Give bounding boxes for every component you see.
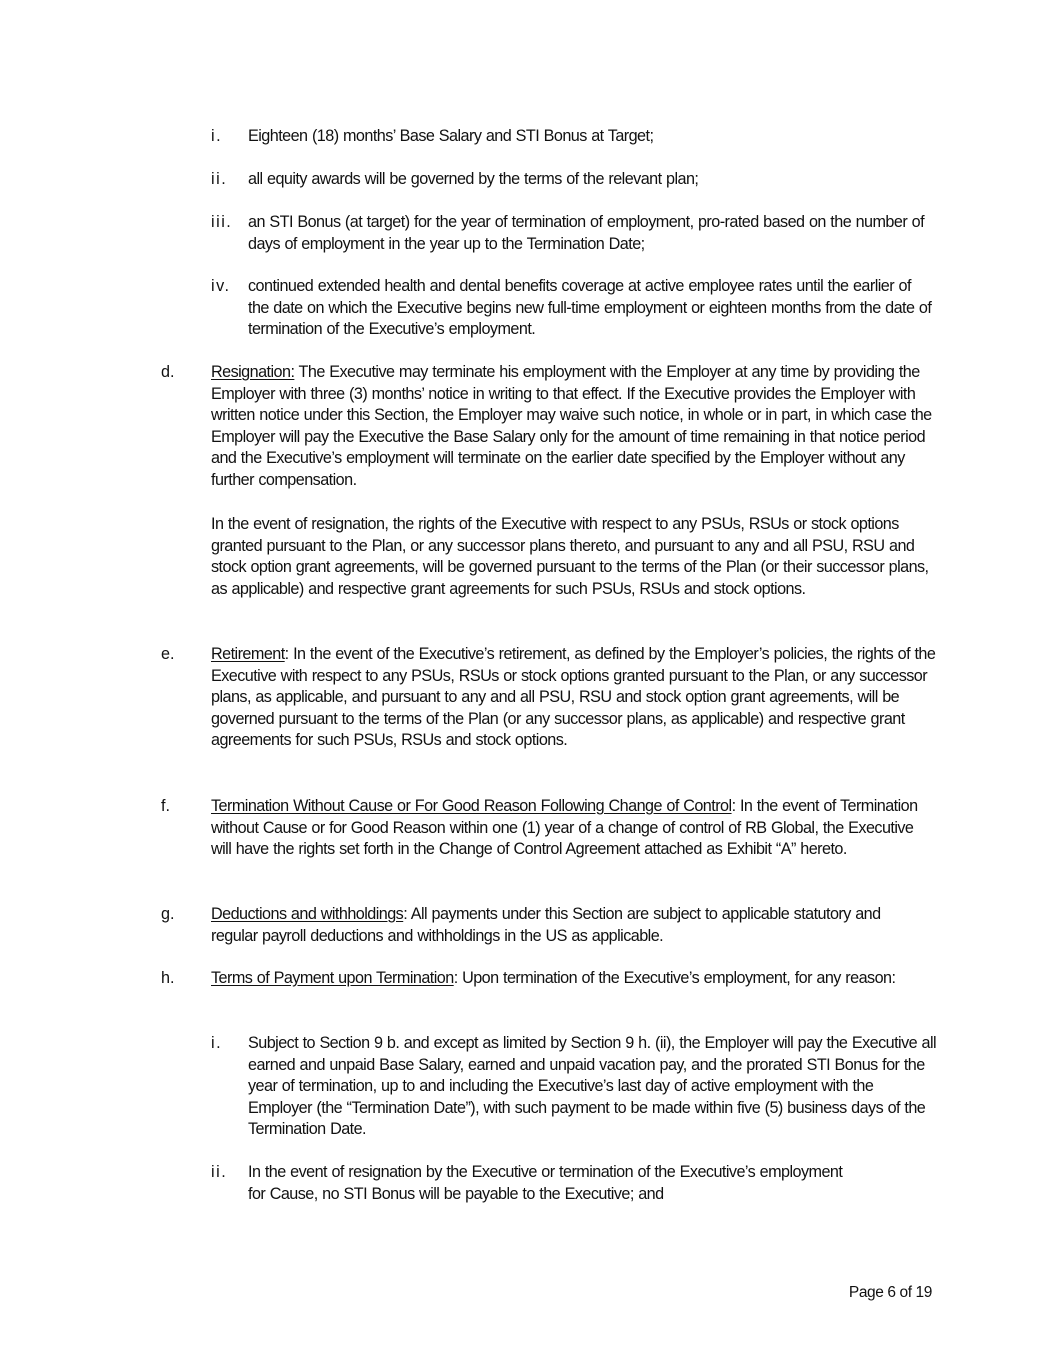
item-number: iii. [211,213,233,231]
section-paragraph [211,904,891,947]
section-letter: h. [161,969,175,987]
section-letter: e. [161,645,175,663]
item-number: i. [211,127,223,145]
item-number: ii. [211,1163,228,1181]
list-item-text: In the event of resignation by the Executive or termination of the Executive’s employment for Cause, no STI Bonus will be payable to the Executive; and [248,1163,843,1203]
section-paragraph [211,644,936,752]
section-letter: f. [161,797,170,815]
section-body: The Executive may terminate his employment with the Employer at any time by providing the Employer with three (3) months’ notice in writing to that effect. If the Executive provides the Employer with written notice under this Section, the Employer may waive such notice, in whole or in part, in which case the Employer will pay the Executive the Base Salary only for the amount of time remaining in that notice period and the Executive’s employment will terminate on the earlier date specified by the Employer without any further compensation. [211,363,932,489]
section-paragraph [211,362,936,492]
section-heading: Resignation: [211,363,295,381]
section-paragraph [211,796,936,861]
section-body: : All payments under this Section are subject to applicable statutory and regular payroll deductions and withholdings in the US as applicable. [211,905,881,945]
section-heading: Deductions and withholdings [211,905,404,923]
section-paragraph [211,968,936,990]
item-number: iv. [211,277,231,295]
section-heading: Termination Without Cause or For Good Reason Following Change of Control [211,797,732,815]
list-item-text: Eighteen (18) months’ Base Salary and STI Bonus at Target; [248,127,654,145]
section-body: : In the event of the Executive’s retirement, as defined by the Employer’s policies, the rights of the Executive with respect to any PSUs, RSUs or stock options granted pursuant to the Plan, or any successor plans, as applicable, and pursuant to any and all PSU, RSU and stock option grant agreements, will be governed pursuant to the terms of the Plan (or any successor plans, as applicable) and respective grant agreements for such PSUs, RSUs and stock options. [211,645,936,750]
list-item-text: continued extended health and dental benefits coverage at active employee rates until the earlier of the date on which the Executive begins new full-time employment or eighteen months from the date of termination of the Executive’s employment. [248,277,932,339]
item-number: i. [211,1034,223,1052]
section-heading: Retirement [211,645,285,663]
section-paragraph-2: In the event of resignation, the rights of the Executive with respect to any PSUs, RSUs or stock options granted pursuant to the Plan, or any successor plans thereto, and pursuant to any and all PSU, RSU and stock option grant agreements, will be governed pursuant to the terms of the Plan (or their successor plans, as applicable) and respective grant agreements for such PSUs, RSUs and stock options. [211,515,929,598]
page-number: Page 6 of 19 [848,1284,932,1301]
item-number: ii. [211,170,228,188]
list-item-text: an STI Bonus (at target) for the year of termination of employment, pro-rated based on the number of days of employment in the year up to the Termination Date; [248,213,925,253]
section-letter: g. [161,905,175,923]
list-item-text: all equity awards will be governed by the terms of the relevant plan; [248,170,699,188]
section-heading: Terms of Payment upon Termination [211,969,454,987]
section-letter: d. [161,363,175,381]
section-body: : Upon termination of the Executive’s employment, for any reason: [453,969,896,987]
list-item-text: Subject to Section 9 b. and except as limited by Section 9 h. (ii), the Employer will pay the Executive all earned and unpaid Base Salary, earned and unpaid vacation pay, and the prorated STI Bonus for the year of termination, up to and including the Executive’s last day of active employment with the Employer (the “Termination Date”), with such payment to be made within five (5) business days of the Termination Date. [248,1034,937,1139]
section-body: : In the event of Termination without Cause or for Good Reason within one (1) year of a change of control of RB Global, the Executive will have the rights set forth in the Change of Control Agreement attached as Exhibit “A” hereto. [211,797,918,859]
